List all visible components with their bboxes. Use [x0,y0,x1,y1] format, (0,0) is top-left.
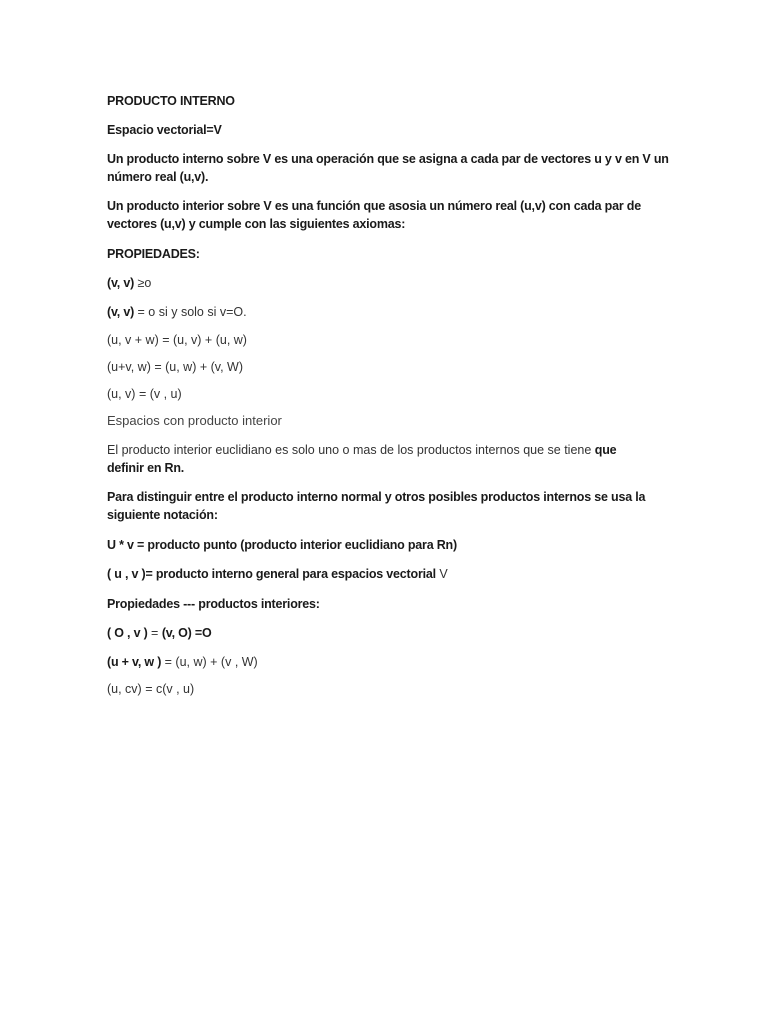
espacio-vectorial-paragraph: Espacio vectorial=V [107,123,222,137]
axiom-4: (u+v, w) = (u, w) + (v, W) [107,360,244,374]
notation-2-rest: V [435,567,448,581]
property-b [107,653,258,671]
axiom-1-rest: ≥o [134,276,152,290]
euclidiano-line-2: definir en Rn. [107,461,185,475]
axiom-5: (u, v) = (v , u) [107,387,182,401]
axiom-1 [107,274,151,292]
property-a-bold-1: ( O , v ) [107,626,148,640]
property-b-rest: = (u, w) + (v , W) [161,655,258,669]
axiom-3: (u, v + w) = (u, v) + (u, w) [107,333,247,347]
property-a-normal: = [147,626,162,640]
definition-2-line-2: vectores (u,v) y cumple con las siguientes axiomas: [107,217,406,231]
section-espacios-heading: Espacios con producto interior [107,413,282,428]
property-a [107,624,212,642]
document-title: PRODUCTO INTERNO [107,94,235,108]
euclidiano-line-1-bold: que [594,443,617,457]
notation-2-bold: ( u , v )= producto interno general para espacios vectorial [107,567,436,581]
euclidiano-line-1 [107,441,616,459]
property-c: (u, cv) = c(v , u) [107,682,195,696]
propiedades-heading: PROPIEDADES: [107,247,200,261]
distinguir-line-2: siguiente notación: [107,508,218,522]
notation-1: U * v = producto punto (producto interior euclidiano para Rn) [107,538,457,552]
euclidiano-line-1-normal: El producto interior euclidiano es solo uno o mas de los productos internos que se tiene [107,443,595,457]
axiom-2-bold: (v, v) [107,305,135,319]
definition-1-line-1: Un producto interno sobre V es una operación que se asigna a cada par de vectores u y v en V un [107,152,669,166]
distinguir-line-1: Para distinguir entre el producto interno normal y otros posibles productos internos se usa la [107,490,646,504]
notation-2 [107,565,448,583]
axiom-2 [107,303,247,321]
propiedades-interiores-heading: Propiedades --- productos interiores: [107,597,320,611]
axiom-2-rest: = o si y solo si v=O. [134,305,247,319]
definition-1-line-2: número real (u,v). [107,170,209,184]
property-a-bold-2: (v, O) =O [161,626,212,640]
axiom-1-bold: (v, v) [107,276,135,290]
definition-2-line-1: Un producto interior sobre V es una función que asosia un número real (u,v) con cada par de [107,199,641,213]
property-b-bold: (u + v, w ) [107,655,162,669]
